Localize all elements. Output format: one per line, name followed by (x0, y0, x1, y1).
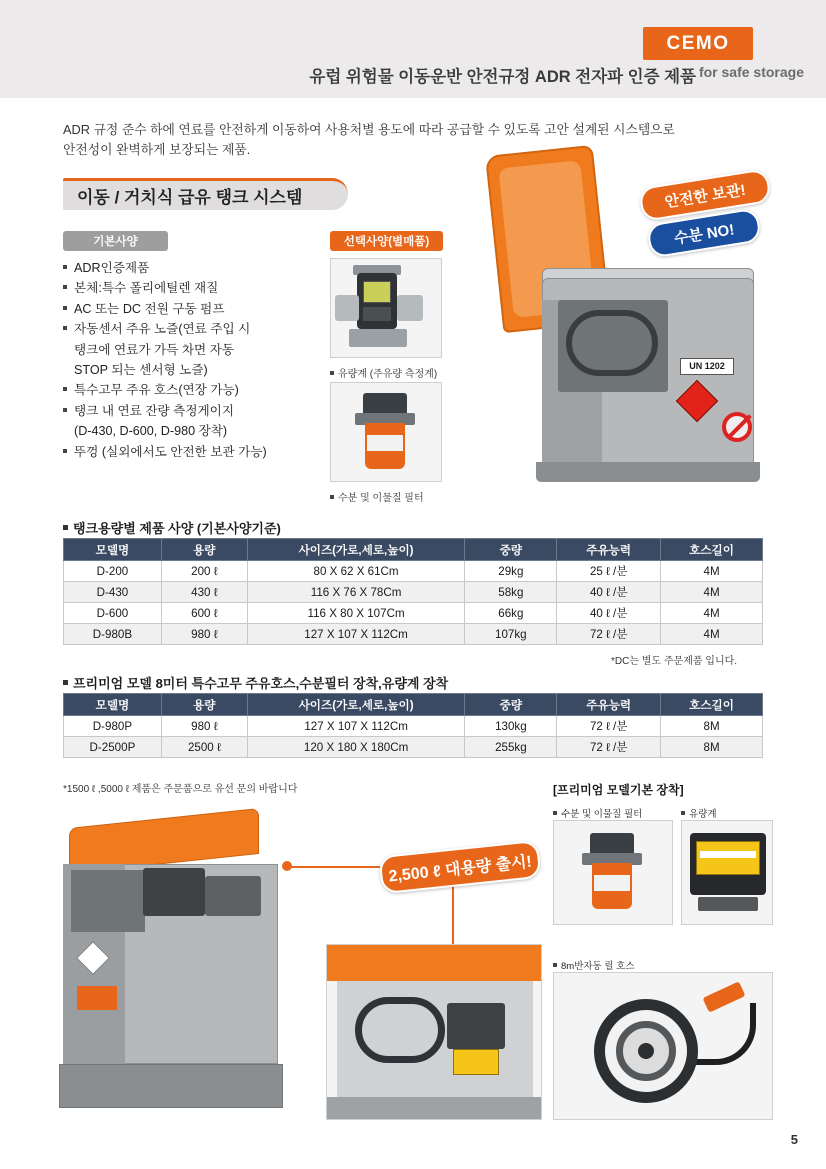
cell: 4M (661, 603, 763, 624)
table-row (64, 737, 763, 758)
badge-safe-storage-label: 안전한 보관! (663, 181, 747, 211)
list-item: ADR인증제품 (63, 258, 313, 278)
table-header-row (64, 694, 763, 716)
cell: 107kg (465, 624, 557, 645)
cell: 58kg (465, 582, 557, 603)
list-item: 탱크 내 연료 잔량 측정게이지 (63, 401, 313, 421)
page-header (0, 0, 826, 98)
optional-spec-pill (330, 231, 443, 251)
cell: D-430 (64, 582, 162, 603)
basic-spec-label: 기본사양 (93, 236, 138, 248)
cell: 66kg (465, 603, 557, 624)
header-title: 유럽 위험물 이동운반 안전규정 ADR 전자파 인증 제품 (309, 68, 696, 86)
cell: 72 ℓ /분 (557, 737, 661, 758)
premium-meter-caption: 유량계 (681, 806, 717, 820)
premium-section-heading: [프리미엄 모델기본 장착] (553, 783, 684, 797)
table2-title: 프리미엄 모델 8미터 특수고무 주유호스,수분필터 장착,유량계 장착 (63, 673, 448, 692)
cell: 80 X 62 X 61Cm (247, 561, 465, 582)
th-size: 사이즈(가로,세로,높이) (247, 539, 465, 561)
cell: D-2500P (64, 737, 162, 758)
cell: 72 ℓ /분 (557, 716, 661, 737)
badge-large-capacity (378, 840, 541, 895)
cell: 127 X 107 X 112Cm (247, 716, 465, 737)
callout-line-vertical (452, 886, 454, 944)
detail-base-icon (327, 1097, 542, 1120)
th-weight: 중량 (465, 539, 557, 561)
flow-meter-display-icon (363, 281, 391, 303)
un-plate: UN 1202 (680, 358, 734, 375)
premium-hose-caption: 8m반자동 릴 호스 (553, 958, 635, 972)
flow-meter-keypad-icon (363, 307, 391, 321)
spec-table-standard (63, 538, 763, 645)
cell: 255kg (465, 737, 557, 758)
spec-bullet-list (63, 258, 313, 462)
cell: 40 ℓ /분 (557, 582, 661, 603)
cell: 40 ℓ /분 (557, 603, 661, 624)
list-item-continuation: 탱크에 연료가 가득 차면 자동 (74, 342, 234, 357)
cell: 8M (661, 716, 763, 737)
cemo-logo (643, 27, 753, 60)
premium-filter-caption: 수분 및 이물질 필터 (553, 806, 642, 820)
table1-note: *DC는 별도 주문제품 입니다. (611, 656, 738, 667)
th-size: 사이즈(가로,세로,높이) (247, 694, 465, 716)
filter-label-icon (367, 435, 403, 451)
premium-hose-reel-photo (553, 972, 773, 1120)
logo-text: CEMO (666, 32, 730, 54)
detail-pump-icon (447, 1003, 505, 1049)
cell: 430 ℓ (161, 582, 247, 603)
table-header-row (64, 539, 763, 561)
intro-line-1: ADR 규정 준수 하에 연료를 안전하게 이동하여 사용처별 용도에 따라 공급할 수 있도록 고안 설계된 시스템으로 (63, 122, 675, 137)
list-item: 자동센서 주유 노즐(연료 주입 시 (63, 319, 313, 339)
tank-interior-detail-photo (326, 944, 542, 1120)
bottom-tank-equipment-icon (205, 876, 261, 916)
bottom-tank-label-icon (77, 986, 117, 1010)
list-item-continuation: STOP 되는 센서형 노즐) (74, 362, 208, 377)
th-weight: 중량 (465, 694, 557, 716)
list-item: AC 또는 DC 전원 구동 펌프 (63, 299, 313, 319)
flow-meter-right-port-icon (397, 295, 423, 321)
cell: D-200 (64, 561, 162, 582)
cell: 200 ℓ (161, 561, 247, 582)
bottom-tank-photo (55, 818, 345, 1118)
cell: 4M (661, 582, 763, 603)
table2-note: *1500 ℓ ,5000 ℓ 제품은 주문품으로 유선 문의 바랍니다 (63, 784, 298, 795)
flow-meter-base-icon (349, 329, 407, 347)
flow-meter-left-port-icon (335, 295, 359, 321)
th-hose: 호스길이 (661, 539, 763, 561)
cell: 8M (661, 737, 763, 758)
cell: 130kg (465, 716, 557, 737)
premium-meter-base-icon (698, 897, 758, 911)
callout-line (288, 866, 380, 868)
bottom-tank-pump-icon (143, 868, 205, 916)
table1-title: 탱크용량별 제품 사양 (기본사양기준) (63, 518, 281, 537)
section-banner (63, 178, 348, 210)
th-flow: 주유능력 (557, 539, 661, 561)
spec-table-premium (63, 693, 763, 758)
cell: 120 X 180 X 180Cm (247, 737, 465, 758)
list-item: 본체:특수 폴리에틸렌 재질 (63, 278, 313, 298)
th-flow: 주유능력 (557, 694, 661, 716)
list-item: 뚜껑 (실외에서도 안전한 보관 가능) (63, 442, 313, 462)
intro-line-2: 안전성이 완벽하게 보장되는 제품. (63, 141, 251, 157)
detail-hose-icon (355, 997, 445, 1063)
cell: 4M (661, 624, 763, 645)
th-hose: 호스길이 (661, 694, 763, 716)
cell: 4M (661, 561, 763, 582)
page-number: 5 (790, 1132, 798, 1147)
basic-spec-pill (63, 231, 168, 251)
water-filter-photo (330, 382, 442, 482)
list-item-continuation: (D-430, D-600, D-980 장착) (74, 424, 228, 439)
table-row (64, 716, 763, 737)
section-banner-label: 이동 / 거치식 급유 탱크 시스템 (77, 188, 303, 207)
cell: 29kg (465, 561, 557, 582)
hose-reel-hub-icon (638, 1043, 654, 1059)
table-row (64, 624, 763, 645)
table-row (64, 561, 763, 582)
badge-no-water-label: 수분 NO! (672, 220, 736, 248)
table-row (64, 582, 763, 603)
tank-base-icon (536, 462, 760, 482)
water-filter-caption: 수분 및 이물질 필터 (330, 489, 424, 504)
badge-large-capacity-label: 2,500 ℓ 대용량 출시! (387, 853, 533, 885)
detail-meter-icon (453, 1049, 499, 1075)
cell: 980 ℓ (161, 716, 247, 737)
premium-meter-display-icon (700, 851, 756, 858)
cell: 116 X 80 X 107Cm (247, 603, 465, 624)
cell: D-980B (64, 624, 162, 645)
cell: 72 ℓ /분 (557, 624, 661, 645)
detail-lid-icon (327, 945, 542, 981)
flow-meter-photo (330, 258, 442, 358)
flow-meter-caption: 유량계 (주유량 측정계) (330, 365, 437, 380)
premium-meter-photo (681, 820, 773, 925)
cell: 25 ℓ /분 (557, 561, 661, 582)
cell: D-600 (64, 603, 162, 624)
cell: 116 X 76 X 78Cm (247, 582, 465, 603)
cell: 600 ℓ (161, 603, 247, 624)
th-capacity: 용량 (161, 539, 247, 561)
cell: 2500 ℓ (161, 737, 247, 758)
th-capacity: 용량 (161, 694, 247, 716)
tank-hose-icon (566, 310, 658, 376)
list-item: 특수고무 주유 호스(연장 가능) (63, 380, 313, 400)
bottom-tank-hatch-icon (71, 870, 145, 932)
premium-meter-face-icon (696, 841, 760, 875)
cell: D-980P (64, 716, 162, 737)
no-entry-icon (722, 412, 752, 442)
header-tagline: for safe storage (698, 64, 804, 80)
table-row (64, 603, 763, 624)
bottom-tank-base-icon (59, 1064, 283, 1108)
cell: 127 X 107 X 112Cm (247, 624, 465, 645)
optional-spec-label: 선택사양(별매품) (343, 236, 430, 248)
th-model: 모델명 (64, 694, 162, 716)
th-model: 모델명 (64, 539, 162, 561)
premium-filter-photo (553, 820, 673, 925)
cell: 980 ℓ (161, 624, 247, 645)
premium-filter-label-icon (594, 875, 630, 891)
